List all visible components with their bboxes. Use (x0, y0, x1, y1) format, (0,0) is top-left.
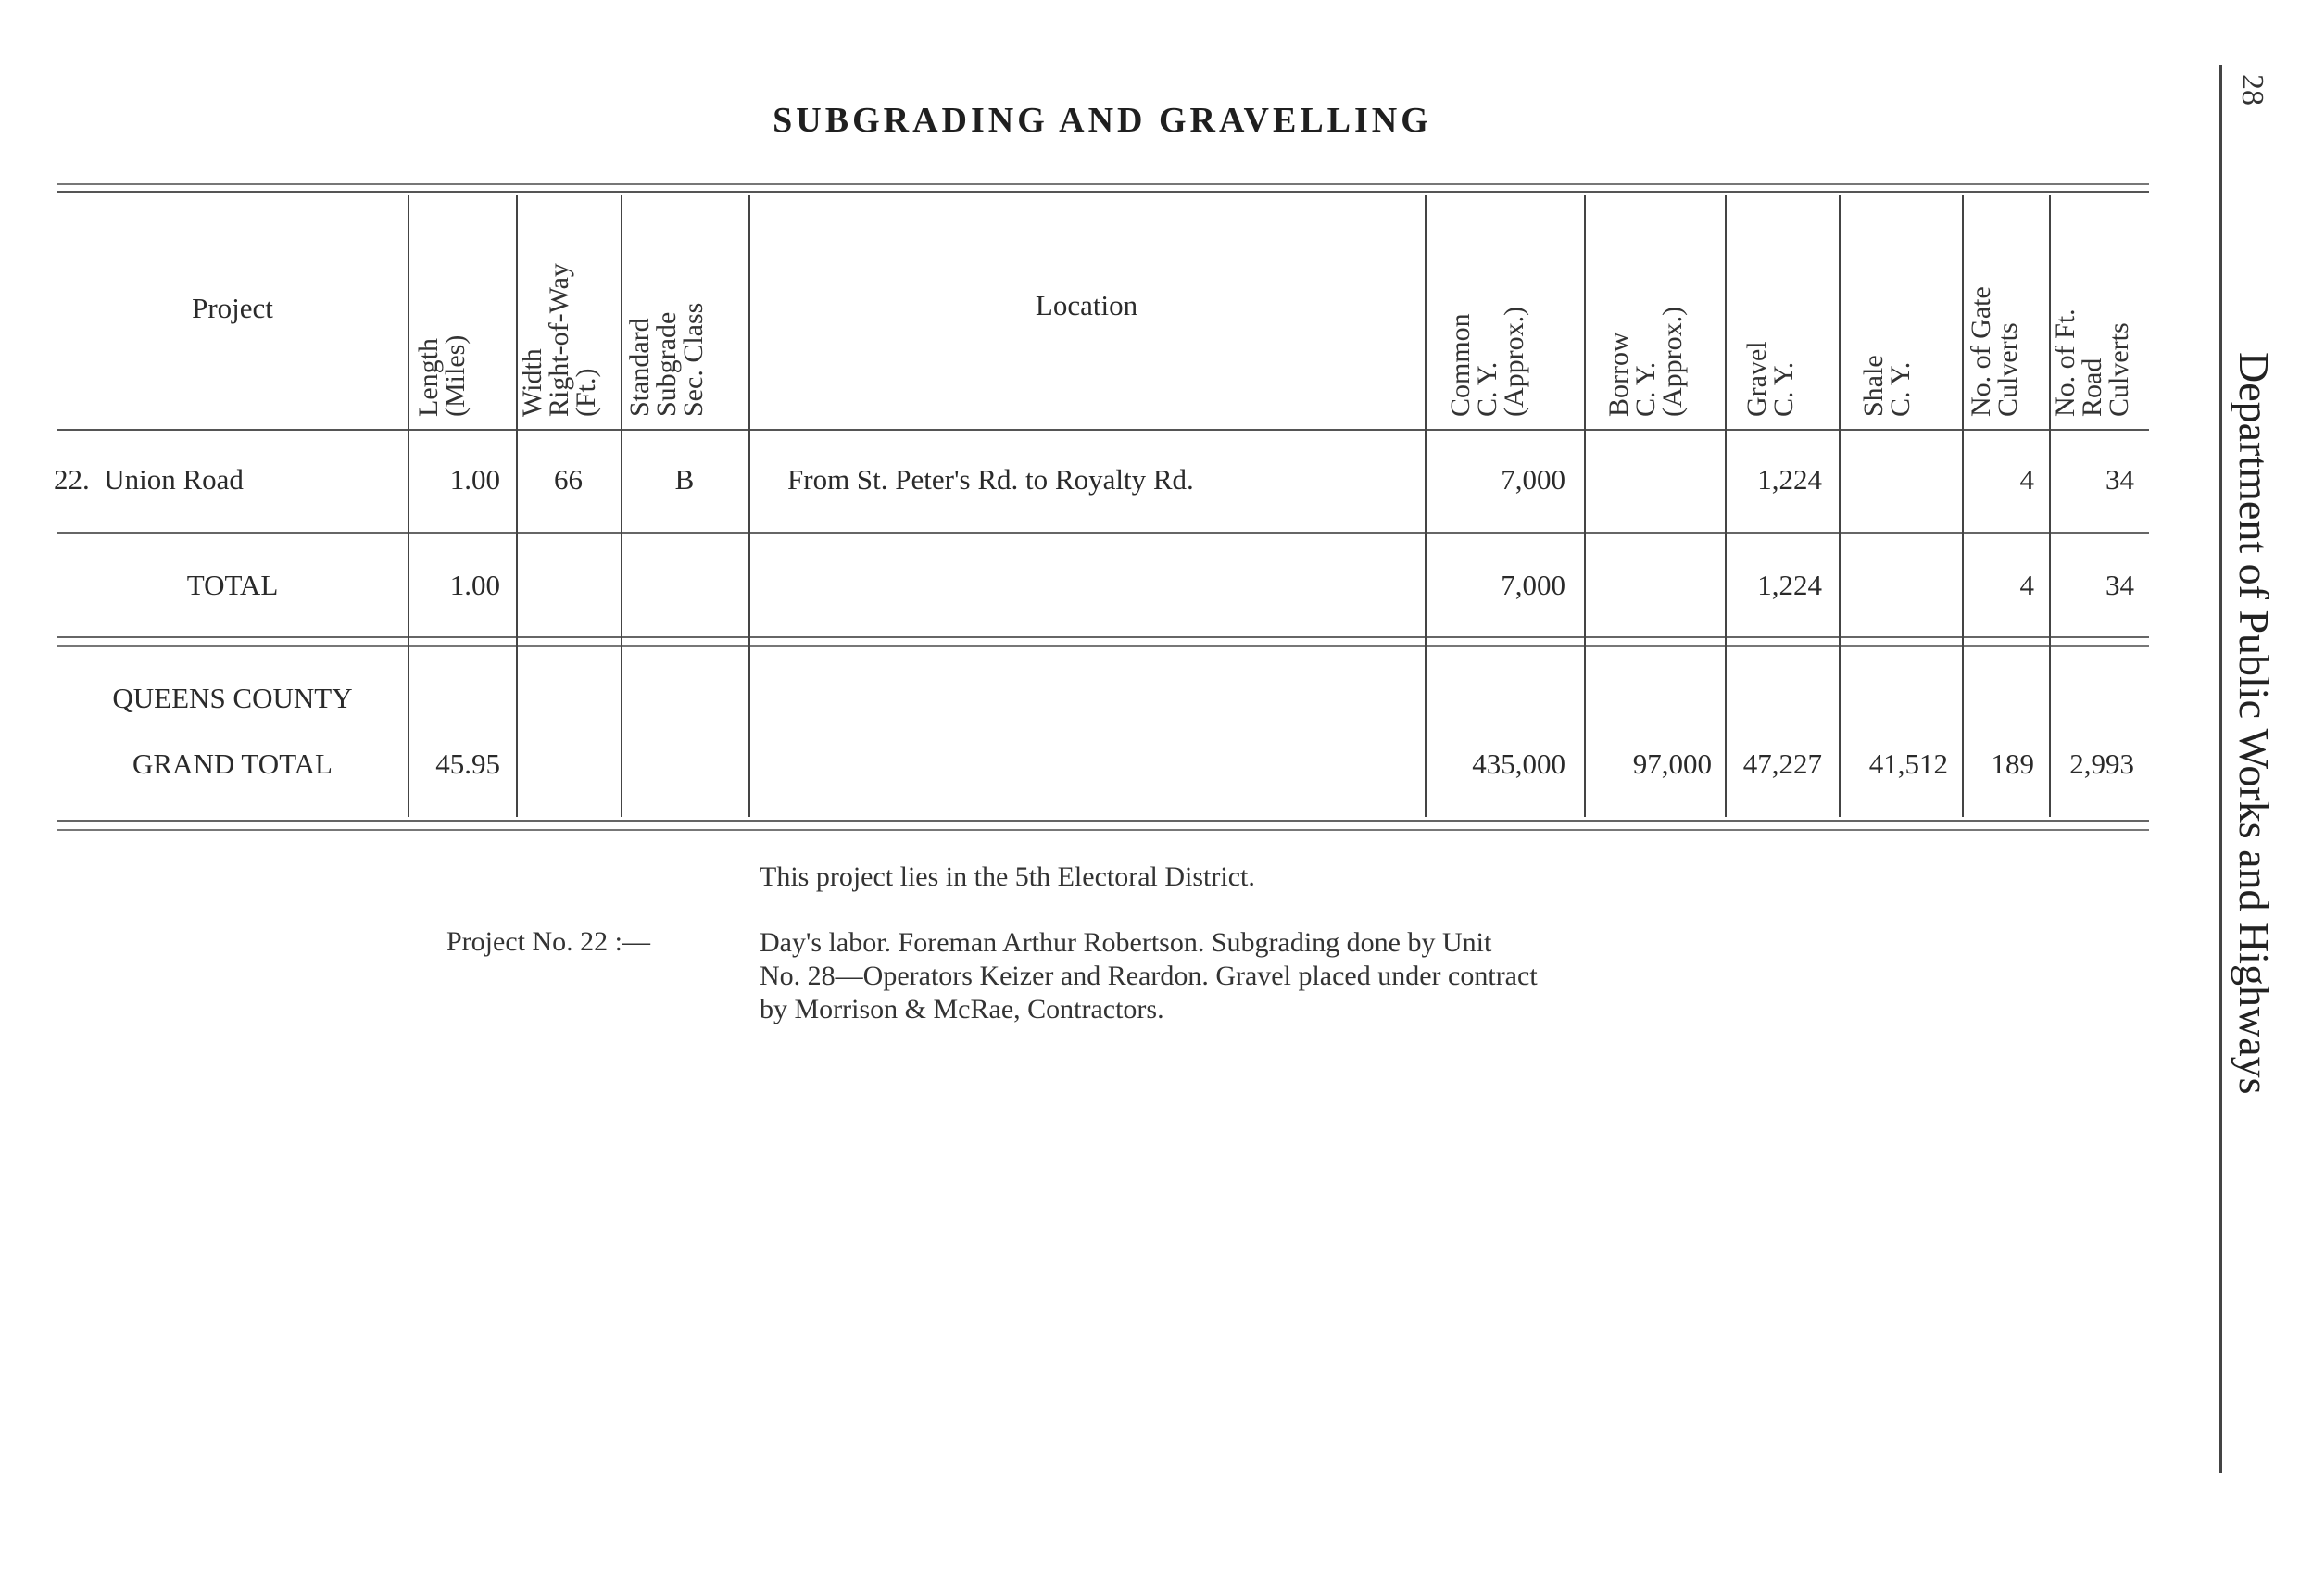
column-rule (748, 195, 750, 817)
header-project: Project (192, 292, 273, 324)
row-divider (57, 532, 2149, 534)
grand-borrow: 97,000 (1632, 748, 1712, 780)
table-top-rule (57, 183, 2149, 185)
grand-ftroad: 2,993 (2069, 748, 2134, 780)
project-note-text: Day's labor. Foreman Arthur Robertson. Subgrading done by Unit No. 28—Operators Keizer and Reardon. Gravel placed under contract by Morrison & McRae, Contractors. (760, 927, 1538, 1024)
column-rule (1839, 195, 1841, 817)
column-rule (1425, 195, 1427, 817)
table-top-rule-inner (57, 191, 2149, 193)
header-bottom-rule (57, 429, 2149, 431)
column-rule (2049, 195, 2051, 817)
grand-gate: 189 (1991, 748, 2034, 780)
page-number: 28 (2235, 74, 2269, 106)
table-bottom-rule (57, 820, 2149, 822)
total-rule (57, 636, 2149, 638)
column-rule (1725, 195, 1727, 817)
total-ftroad: 34 (2105, 569, 2134, 601)
header-gravel: Gravel C. Y. (1741, 341, 1799, 417)
total-common: 7,000 (1501, 569, 1565, 601)
grand-label-county: QUEENS COUNTY (112, 682, 353, 714)
header-gate-culverts: No. of Gate Culverts (1966, 286, 2023, 417)
row-project: 22. Union Road (54, 463, 244, 496)
row-gravel: 1,224 (1757, 463, 1822, 496)
header-location: Location (1035, 289, 1138, 321)
row-gate: 4 (2019, 463, 2034, 496)
header-common: Common C. Y. (Approx.) (1445, 306, 1529, 417)
grand-common: 435,000 (1472, 748, 1565, 780)
running-head: Department of Public Works and Highways (2231, 352, 2278, 1095)
header-standard: Standard Subgrade Sec. Class (624, 302, 709, 417)
page-title: SUBGRADING AND GRAVELLING (773, 101, 1432, 140)
table-bottom-rule-outer (57, 829, 2149, 831)
row-location: From St. Peter's Rd. to Royalty Rd. (787, 463, 1194, 496)
header-length: Length (Miles) (413, 334, 471, 417)
total-label: TOTAL (186, 569, 279, 601)
project-note-label: Project No. 22 :— (446, 926, 650, 957)
header-ft-road-culverts: No. of Ft. Road Culverts (2050, 308, 2134, 417)
header-borrow: Borrow C. Y. (Approx.) (1603, 306, 1688, 417)
total-length: 1.00 (449, 569, 500, 601)
district-note: This project lies in the 5th Electoral District. (760, 861, 1255, 892)
row-length: 1.00 (449, 463, 500, 496)
column-rule (516, 195, 518, 817)
grand-shale: 41,512 (1868, 748, 1948, 780)
column-rule (408, 195, 409, 817)
header-shale: Shale C. Y. (1858, 355, 1916, 417)
row-standard: B (674, 463, 695, 496)
total-gravel: 1,224 (1757, 569, 1822, 601)
grand-length: 45.95 (435, 748, 500, 780)
page-edge-rule (2219, 65, 2222, 1473)
total-rule-inner (57, 645, 2149, 647)
grand-label-total: GRAND TOTAL (132, 748, 333, 780)
column-rule (621, 195, 622, 817)
row-ftroad: 34 (2105, 463, 2134, 496)
total-gate: 4 (2019, 569, 2034, 601)
column-rule (1962, 195, 1964, 817)
header-width: Width Right-of-Way (Ft.) (517, 263, 601, 417)
column-rule (1584, 195, 1586, 817)
row-common: 7,000 (1501, 463, 1565, 496)
row-width: 66 (554, 463, 583, 496)
grand-gravel: 47,227 (1742, 748, 1822, 780)
